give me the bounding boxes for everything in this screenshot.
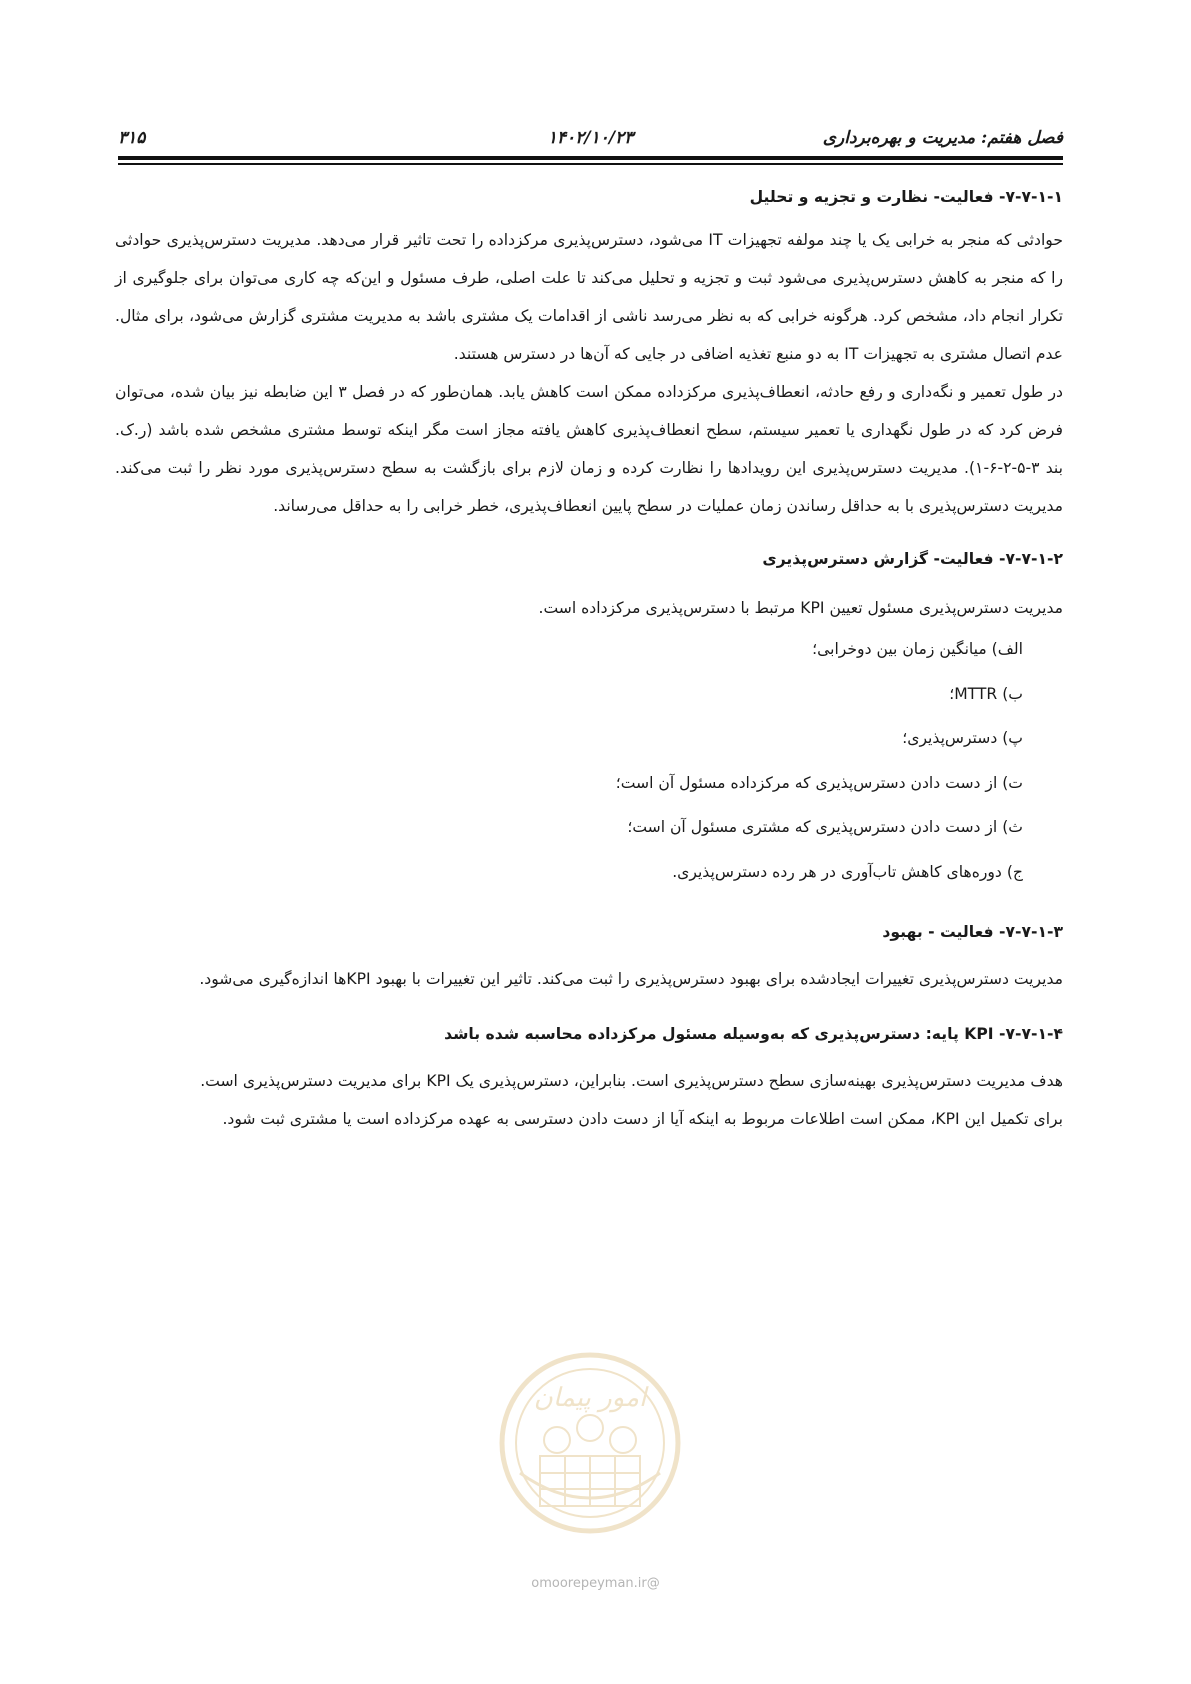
watermark-logo-text: امور پیمان bbox=[533, 1383, 647, 1413]
list-item: ب) MTTR؛ bbox=[949, 684, 1023, 703]
list-item: ث) از دست دادن دسترس‌پذیری که مشتری مسئول آن است؛ bbox=[627, 818, 1023, 836]
header-rule-thick bbox=[118, 156, 1063, 160]
section-heading-7-7-1-3: ۷-۷-۱-۳- فعالیت - بهبود bbox=[882, 923, 1063, 941]
kpi-list bbox=[115, 627, 1063, 894]
page-number: ۳۱۵ bbox=[118, 128, 146, 148]
section-heading-7-7-1-4: ۷-۷-۱-۴- KPI پایه: دسترس‌پذیری که به‌وسیله مسئول مرکزداده محاسبه شده باشد bbox=[444, 1025, 1063, 1043]
watermark-url: @omoorepeyman.ir bbox=[531, 1576, 660, 1591]
section-heading-7-7-1-2: ۷-۷-۱-۲- فعالیت- گزارش دسترس‌پذیری bbox=[762, 550, 1063, 568]
paragraph: حوادثی که منجر به خرابی یک یا چند مولفه تجهیزات IT می‌شود، دسترس‌پذیری مرکزداده را تحت تاثیر قرار می‌دهد. مدیریت دسترس‌پذیری حوادثی را که منجر به کاهش دسترس‌پذیری می‌شود ثبت و تجزیه و تحلیل می‌کند تا علت اصلی، طرف مسئول و این‌که چه کاری می‌توان برای جلوگیری از تکرار انجام داد، مشخص کرد. هرگونه خرابی که به نظر می‌رسد ناشی از اقدامات یک مشتری باشد به مدیریت مشتری گزارش می‌شود، برای مثال. عدم اتصال مشتری به تجهیزات IT به دو منبع تغذیه اضافی در جایی که آن‌ها در دسترس هستند. bbox=[115, 231, 1063, 363]
page-body bbox=[115, 185, 1063, 1138]
header-date: ۱۴۰۲/۱۰/۲۳ bbox=[547, 128, 634, 148]
list-item: پ) دسترس‌پذیری؛ bbox=[902, 729, 1023, 747]
list-item: ج) دوره‌های کاهش تاب‌آوری در هر رده دسترس‌پذیری. bbox=[672, 862, 1023, 881]
list-item: ت) از دست دادن دسترس‌پذیری که مرکزداده مسئول آن است؛ bbox=[615, 773, 1023, 792]
list-item: الف) میانگین زمان بین دوخرابی؛ bbox=[812, 640, 1023, 658]
paragraph: در طول تعمیر و نگه‌داری و رفع حادثه، انعطاف‌پذیری مرکزداده ممکن است کاهش یابد. همان‌طور که در فصل ۳ این ضابطه نیز بیان شده، می‌توان فرض کرد که در طول نگهداری یا تعمیر سیستم، سطح انعطاف‌پذیری کاهش یافته مجاز است مگر اینکه توسط مشتری مشخص شده باشد (ر.ک. بند ۳-۵-۲-۶-۱). مدیریت دسترس‌پذیری این رویدادها را نظارت کرده و زمان لازم برای بازگشت به سطح دسترس‌پذیری مورد نظر را ثبت می‌کند. مدیریت دسترس‌پذیری با به حداقل رساندن زمان عملیات در سطح پایین انعطاف‌پذیری، خطر خرابی را به حداقل می‌رساند. bbox=[115, 383, 1063, 515]
paragraph: مدیریت دسترس‌پذیری تغییرات ایجادشده برای بهبود دسترس‌پذیری را ثبت می‌کند. تاثیر این تغییرات با بهبود KPIها اندازه‌گیری می‌شود. bbox=[199, 970, 1063, 988]
paragraph: هدف مدیریت دسترس‌پذیری بهینه‌سازی سطح دسترس‌پذیری است. بنابراین، دسترس‌پذیری یک KPI برای مدیریت دسترس‌پذیری است. bbox=[200, 1072, 1063, 1090]
header-rule-thin bbox=[118, 163, 1063, 165]
watermark-logo bbox=[495, 1348, 685, 1538]
page-header bbox=[118, 118, 1063, 152]
chapter-title: فصل هفتم: مدیریت و بهره‌برداری bbox=[822, 128, 1063, 148]
paragraph: مدیریت دسترس‌پذیری مسئول تعیین KPI مرتبط با دسترس‌پذیری مرکزداده است. bbox=[538, 599, 1063, 617]
section-heading-7-7-1-1: ۷-۷-۱-۱- فعالیت- نظارت و تجزیه و تحلیل bbox=[749, 188, 1063, 206]
paragraph: برای تکمیل این KPI، ممکن است اطلاعات مربوط به اینکه آیا از دست دادن دسترسی به عهده مرکزداده است یا مشتری ثبت شود. bbox=[222, 1110, 1063, 1128]
